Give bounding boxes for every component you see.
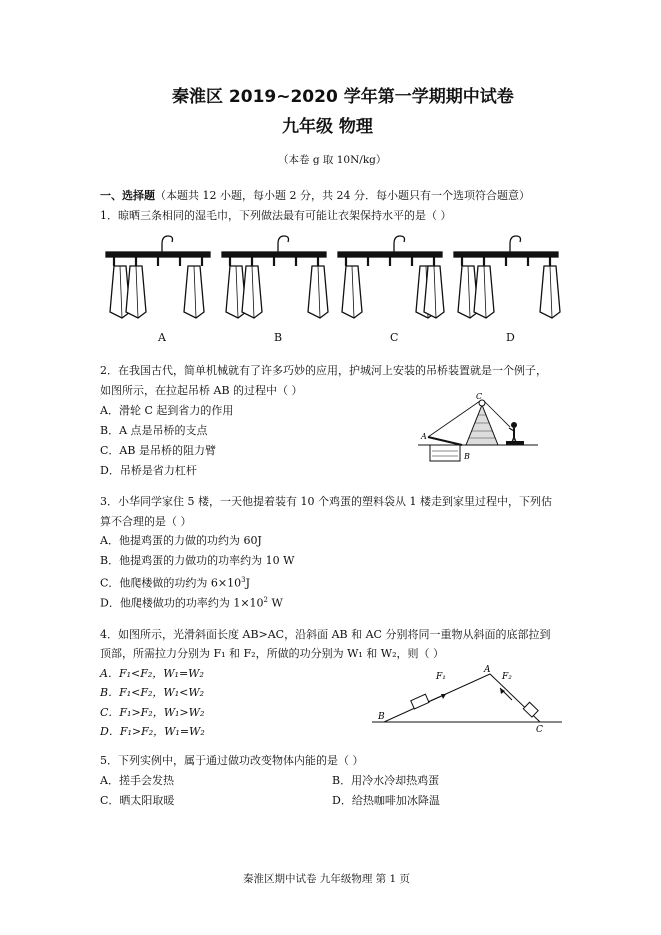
exam-subtitle: 九年级 物理 <box>282 117 373 137</box>
q4-fig-label-c: C <box>536 725 543 735</box>
q3-option-a: A．他提鸡蛋的力做的功约为 60J <box>100 534 262 547</box>
q2-stem-line1: 2．在我国古代，简单机械就有了许多巧妙的应用，护城河上安装的吊桥装置就是一个例子， <box>100 364 547 377</box>
q3-option-b: B．他提鸡蛋的力做功的功率约为 10 W <box>100 554 295 567</box>
q4-option-b: B．F₁<F₂，W₁<W₂ <box>100 686 205 699</box>
q2-option-c: C．AB 是吊桥的阻力臂 <box>100 444 216 457</box>
q5-option-c: C．晒太阳取暖 <box>100 794 175 807</box>
q2-fig-label-b: B <box>464 452 470 461</box>
q4-fig-label-f1: F₁ <box>436 672 446 682</box>
q2-fig-label-a: A <box>421 432 427 441</box>
q4-incline-figure <box>372 664 562 734</box>
q4-stem-line2: 顶部，所需拉力分别为 F₁ 和 F₂，所做的功分别为 W₁ 和 W₂，则（ ） <box>100 647 444 660</box>
q2-stem-line2: 如图所示，在拉起吊桥 AB 的过程中（ ） <box>100 384 303 397</box>
q2-drawbridge-figure <box>418 393 538 468</box>
q3-stem-line2: 算不合理的是（ ） <box>100 515 192 528</box>
q4-fig-label-f2: F₂ <box>502 672 512 682</box>
q4-fig-label-a: A <box>484 665 491 675</box>
q2-fig-label-c: C <box>476 392 483 401</box>
section-heading <box>100 188 530 203</box>
q2-option-a: A．滑轮 C 起到省力的作用 <box>100 404 234 417</box>
q1-label-c: C <box>390 331 399 344</box>
q5-option-d: D．给热咖啡加冰降温 <box>332 794 440 807</box>
q1-label-a: A <box>158 331 166 344</box>
q1-stem: 1．晾晒三条相同的湿毛巾，下列做法最有可能让衣架保持水平的是（ ） <box>100 209 452 222</box>
section-label: 一、选择题 <box>100 189 155 202</box>
q4-option-d: D．F₁>F₂，W₁=W₂ <box>100 725 205 738</box>
q1-label-d: D <box>506 331 515 344</box>
page-footer: 秦淮区期中试卷 九年级物理 第 1 页 <box>243 873 411 885</box>
q4-stem-line1: 4．如图所示，光滑斜面长度 AB>AC，沿斜面 AB 和 AC 分别将同一重物从斜面的底部拉到 <box>100 628 551 641</box>
exam-note: （本卷 g 取 10N/kg） <box>278 154 387 166</box>
q5-option-b: B．用冷水冷却热鸡蛋 <box>332 774 440 787</box>
q1-label-b: B <box>274 331 283 344</box>
q4-fig-label-b: B <box>378 712 385 722</box>
q2-option-b: B．A 点是吊桥的支点 <box>100 424 208 437</box>
q4-option-a: A．F₁<F₂，W₁=W₂ <box>100 667 204 680</box>
exam-title: 秦淮区 2019~2020 学年第一学期期中试卷 <box>172 87 514 107</box>
q2-option-d: D．吊桥是省力杠杆 <box>100 464 197 477</box>
q3-option-c: C．他爬楼做的功约为 $6\times 10^3J$ <box>100 576 251 590</box>
q4-option-c: C．F₁>F₂，W₁>W₂ <box>100 706 205 719</box>
q5-stem: 5．下列实例中，属于通过做功改变物体内能的是（ ） <box>100 754 364 767</box>
q3-stem-line1: 3．小华同学家住 5 楼，一天他提着装有 10 个鸡蛋的塑料袋从 1 楼走到家里过程中，下列估 <box>100 495 552 508</box>
section-desc: （本题共 12 小题，每小题 2 分，共 24 分．每小题只有一个选项符合题意） <box>155 189 530 202</box>
q3-option-d: D．他爬楼做功的功率约为 $1\times 10^2$ W <box>100 596 283 610</box>
q5-option-a: A．搓手会发热 <box>100 774 174 787</box>
q1-hanger-figures <box>100 232 570 342</box>
